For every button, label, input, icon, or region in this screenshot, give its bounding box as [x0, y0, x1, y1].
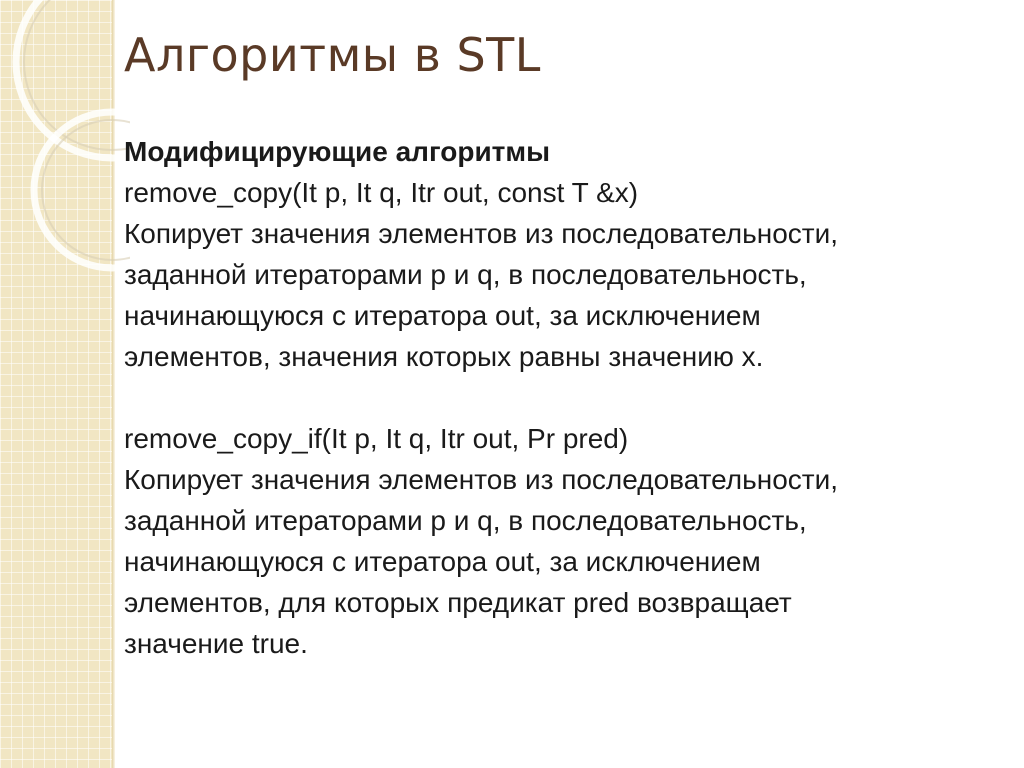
description-line: заданной итераторами p и q, в последовательность,	[124, 259, 807, 290]
description-line: Копирует значения элементов из последовательности,	[124, 218, 839, 249]
decorative-circles	[0, 0, 130, 300]
description-line: начинающуюся с итератора out, за исключением	[124, 300, 761, 331]
description-line: элементов, значения которых равны значению x.	[124, 341, 764, 372]
function-signature: remove_copy(It p, It q, Itr out, const T &x)	[124, 177, 639, 208]
description-line: элементов, для которых предикат pred возвращает	[124, 587, 792, 618]
function-signature: remove_copy_if(It p, It q, Itr out, Pr pred)	[124, 423, 629, 454]
description-line: начинающуюся с итератора out, за исключением	[124, 546, 761, 577]
description-line: заданной итераторами p и q, в последовательность,	[124, 505, 807, 536]
slide-body	[124, 131, 1004, 664]
section-subheading: Модифицирующие алгоритмы	[124, 136, 551, 167]
paragraph-spacer	[124, 377, 1004, 418]
algorithm-block-remove-copy	[124, 172, 1004, 377]
description-line: значение true.	[124, 628, 308, 659]
description-line: Копирует значения элементов из последовательности,	[124, 464, 839, 495]
slide-title: Алгоритмы в STL	[124, 28, 541, 82]
algorithm-block-remove-copy-if	[124, 418, 1004, 664]
